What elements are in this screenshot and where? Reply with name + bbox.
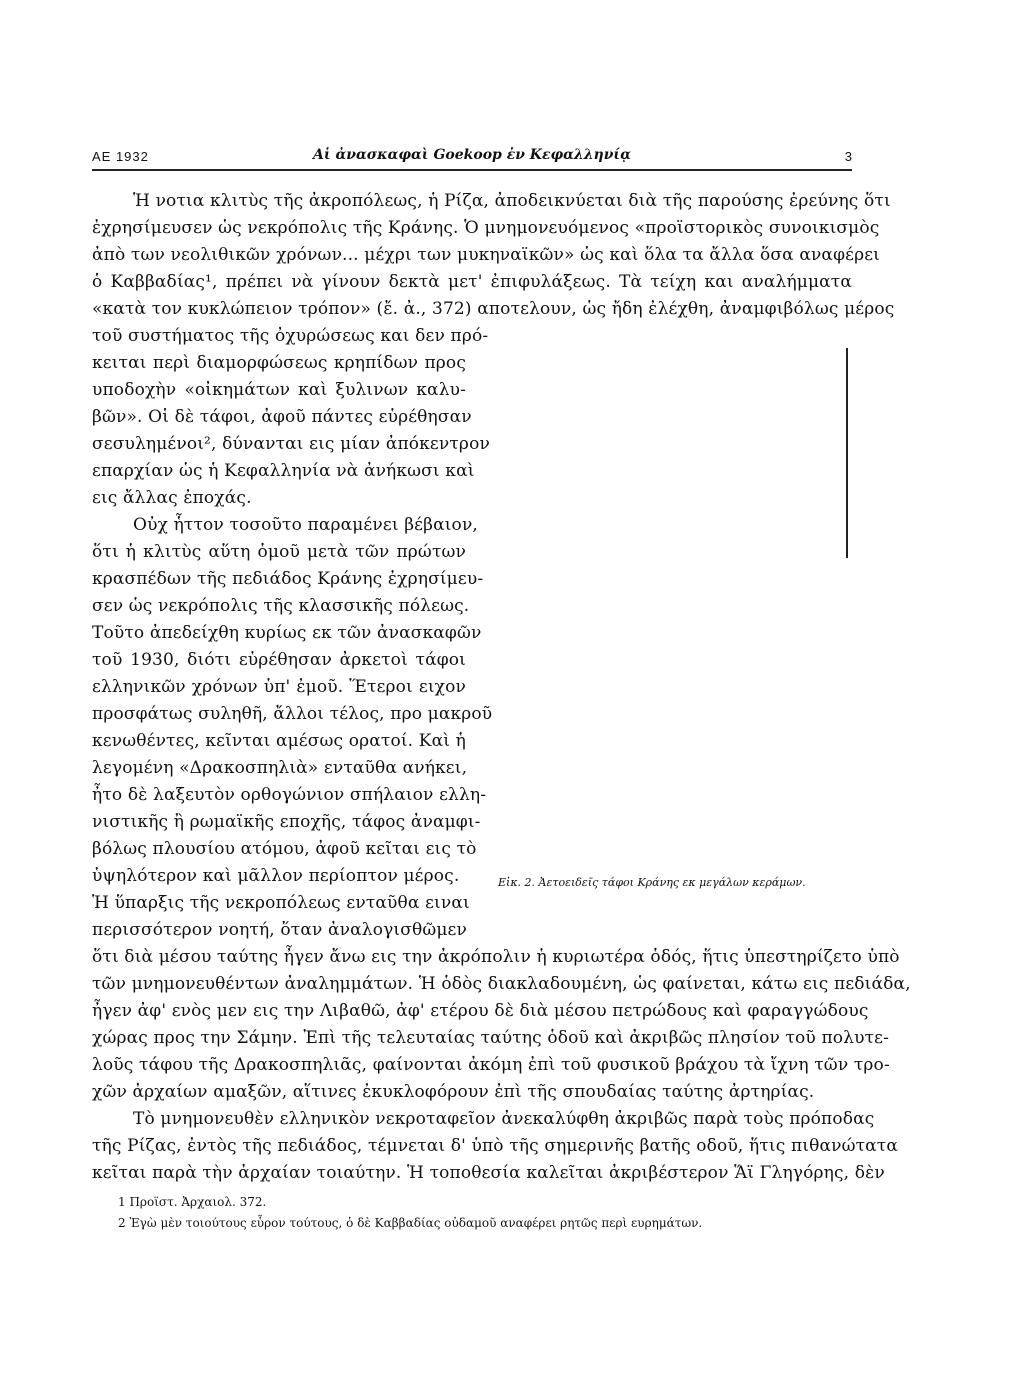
figure-edge (846, 348, 848, 558)
text-line: νιστικῆς ἢ ρωμαϊκῆς εποχῆς, τάφος ἀναμφι- (92, 812, 481, 832)
text-line: ὅτι διὰ μέσου ταύτης ἦγεν ἄνω εις την ἀκρόπολιν ἡ κυριωτέρα ὁδός, ἥτις ὑπεστηρίζετο ὑπὸ (92, 947, 900, 967)
text-line: προσφάτως συληθῆ, ἄλλοι τέλος, προ μακροῦ (92, 704, 493, 724)
text-line: ὁ Καββαδίας¹, πρέπει νὰ γίνουν δεκτὰ μετ' ἐπιφυλάξεως. Τὰ τείχη και αναλήμματα (92, 272, 852, 292)
footnote: 2 Ἐγὼ μὲν τοιούτους εὗρον τούτους, ὁ δὲ Καββαδίας οὐδαμοῦ αναφέρει ρητῶς περὶ ευρημάτων. (118, 1216, 703, 1230)
text-line: βόλως πλουσίου ατόμου, ἀφοῦ κεῖται εις τὸ (92, 839, 477, 859)
footnotes (118, 1192, 702, 1234)
text-line: τῶν μνημονευθέντων ἀναλημμάτων. Ἡ ὁδὸς διακλαδουμένη, ὡς φαίνεται, κάτω εις πεδιάδα, (92, 974, 911, 994)
text-line: ἦγεν ἀφ' ενὸς μεν εις την Λιβαθῶ, ἀφ' ετέρου δὲ διὰ μέσου πετρώδους καὶ φαραγγώδους (92, 1001, 869, 1021)
text-line: κειται περὶ διαμορφώσεως κρηπίδων προς (92, 353, 466, 373)
running-header (92, 147, 852, 171)
text-line: κρασπέδων τῆς πεδιάδος Κράνης ἐχρησίμευ- (92, 569, 484, 589)
text-line: χῶν ἀρχαίων αμαξῶν, αἵτινες ἐκυκλοφόρουν ἐπὶ τῆς σπουδαίας ταύτης ἀρτηρίας. (92, 1082, 815, 1102)
footnote: 1 Προϊστ. Ἀρχαιολ. 372. (118, 1195, 267, 1209)
text-line: Τὸ μνημονευθὲν ελληνικὸν νεκροταφεῖον ἀνεκαλύφθη ἀκριβῶς παρὰ τοὺς πρόποδας (133, 1109, 875, 1129)
page-number: 3 (844, 149, 852, 164)
journal-abbreviation: AE 1932 (92, 149, 149, 164)
text-line: κενωθέντες, κεῖνται αμέσως ορατοί. Καὶ ἡ (92, 731, 466, 751)
text-line: σεσυλημένοι², δύνανται εις μίαν ἀπόκεντρον (92, 434, 490, 454)
text-line: εις ἄλλας ἐποχάς. (92, 488, 252, 508)
text-line: «κατὰ τον κυκλώπειον τρόπον» (ἔ. ἀ., 372) αποτελουν, ὡς ἤδη ἐλέχθη, ἀναμφιβόλως μέρος (92, 299, 895, 319)
text-line: λεγομένη «Δρακοσπηλιὰ» ενταῦθα ανήκει, (92, 758, 468, 778)
text-line: βῶν». Οἱ δὲ τάφοι, ἀφοῦ πάντες εὑρέθησαν (92, 407, 472, 427)
text-line: ελληνικῶν χρόνων ὑπ' ἐμοῦ. Ἕτεροι ειχον (92, 677, 466, 697)
text-line: υποδοχὴν «οἰκημάτων καὶ ξυλινων καλυ- (92, 380, 466, 400)
text-line: σεν ὡς νεκρόπολις τῆς κλασσικῆς πόλεως. (92, 596, 470, 616)
text-line: Τοῦτο ἀπεδείχθη κυρίως εκ τῶν ἀνασκαφῶν (92, 623, 482, 643)
text-line: τοῦ συστήματος τῆς ὀχυρώσεως και δεν πρό- (92, 326, 489, 346)
text-line: ἦτο δὲ λαξευτὸν ορθογώνιον σπήλαιον ελλη- (92, 785, 487, 805)
text-line: Ἡ ὕπαρξις τῆς νεκροπόλεως ενταῦθα ειναι (92, 893, 470, 913)
text-line: χώρας προς την Σάμην. Ἐπὶ τῆς τελευταίας ταύτης ὁδοῦ καὶ ἀκριβῶς πλησίον τοῦ πολυτε- (92, 1028, 889, 1048)
text-line: τῆς Ρίζας, ἐντὸς τῆς πεδιάδος, τέμνεται δ' ὑπὸ τῆς σημερινῆς βατῆς οδοῦ, ἥτις πιθανώτατα (92, 1136, 898, 1156)
text-line: ὑψηλότερον καὶ μᾶλλον περίοπτον μέρος. (92, 866, 460, 886)
text-line: ἐχρησίμευσεν ὡς νεκρόπολις τῆς Κράνης. Ὁ μνημονευόμενος «προϊστορικὸς συνοικισμὸς (92, 218, 880, 238)
text-line: ἀπὸ των νεολιθικῶν χρόνων... μέχρι των μυκηναϊκῶν» ὡς καὶ ὅλα τα ἄλλα ὅσα αναφέρει (92, 245, 880, 265)
text-line: τοῦ 1930, διότι εὑρέθησαν ἀρκετοὶ τάφοι (92, 650, 466, 670)
figure-caption: Εἰκ. 2. Ἀετοειδεῖς τάφοι Κράνης εκ μεγάλων κεράμων. (498, 876, 806, 889)
text-line: Ἡ νοτια κλιτὺς τῆς ἀκροπόλεως, ἡ Ρίζα, ἀποδεικνύεται διὰ τῆς παρούσης ἐρεύνης ὅτι (133, 191, 891, 211)
text-line: ὅτι ἡ κλιτὺς αὕτη ὁμοῦ μετὰ τῶν πρώτων (92, 542, 466, 562)
text-line: περισσότερον νοητή, ὅταν ἀναλογισθῶμεν (92, 920, 467, 940)
text-line: λοῦς τάφου τῆς Δρακοσπηλιᾶς, φαίνονται ἀκόμη ἐπὶ τοῦ φυσικοῦ βράχου τὰ ἴχνη τῶν τρο- (92, 1055, 890, 1075)
running-title: Αἱ ἀνασκαφαὶ Goekoop ἐν Κεφαλληνίᾳ (313, 147, 631, 163)
text-line: επαρχίαν ὡς ἡ Κεφαλληνία νὰ ἀνήκωσι καὶ (92, 461, 475, 481)
figure-image (492, 348, 852, 868)
text-line: Οὐχ ἧττον τοσοῦτο παραμένει βέβαιον, (133, 515, 478, 535)
text-line: κεῖται παρὰ τὴν ἀρχαίαν τοιαύτην. Ἡ τοποθεσία καλεῖται ἀκριβέστερον Ἅϊ Γληγόρης, δὲν (92, 1163, 885, 1183)
